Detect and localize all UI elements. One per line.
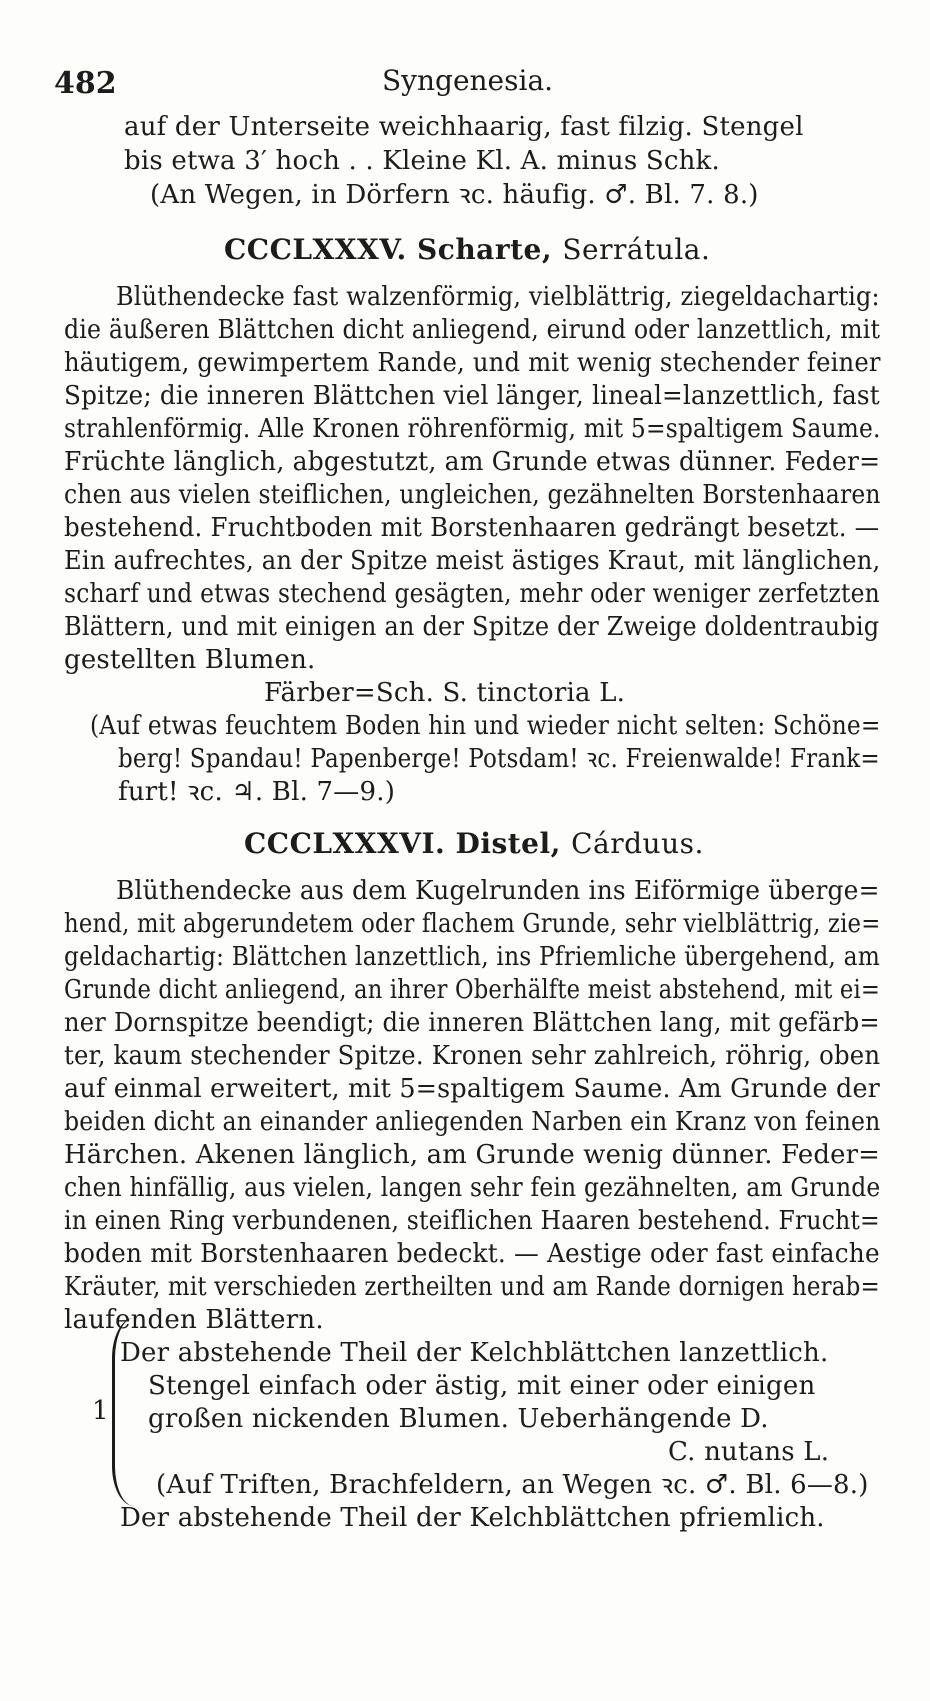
text-line: Härchen. Akenen länglich, am Grunde wenig dünner. Feder= bbox=[64, 1140, 881, 1170]
text-line: die äußeren Blättchen dicht anliegend, eirund oder lanzettlich, mit bbox=[64, 315, 881, 345]
text-line: scharf und etwas stechend gesägten, mehr oder weniger zerfetzten bbox=[64, 579, 880, 609]
text-line: in einen Ring verbundenen, steiflichen Haaren bestehend. Frucht= bbox=[64, 1206, 880, 1236]
text-line: auf einmal erweitert, mit 5=spaltigem Saume. Am Grunde der bbox=[64, 1074, 881, 1104]
text-line: Grunde dicht anliegend, an ihrer Oberhälfte meist abstehend, mit ei= bbox=[64, 975, 881, 1005]
text-line: beiden dicht an einander anliegenden Narben ein Kranz von feinen bbox=[64, 1107, 881, 1137]
text-line: gestellten Blumen. bbox=[64, 645, 316, 675]
genus-heading bbox=[244, 826, 704, 862]
genus-heading-latin: Serrátula. bbox=[562, 233, 711, 266]
species-name: C. nutans L. bbox=[668, 1437, 830, 1467]
text-line: chen aus vielen steiflichen, ungleichen, gezähnelten Borstenhaaren bbox=[64, 480, 881, 510]
text-line: hend, mit abgerundetem oder flachem Grunde, sehr vielblättrig, zie= bbox=[64, 909, 881, 939]
text-line: bestehend. Fruchtboden mit Borstenhaaren gedrängt besetzt. — bbox=[64, 513, 880, 543]
text-line: chen hinfällig, aus vielen, langen sehr fein gezähnelten, am Grunde bbox=[64, 1173, 881, 1203]
text-line: strahlenförmig. Alle Kronen röhrenförmig, mit 5=spaltigem Saume. bbox=[64, 414, 881, 444]
text-line: Blüthendecke fast walzenförmig, vielblättrig, ziegeldachartig: bbox=[116, 282, 880, 312]
text-line: Blättern, und mit einigen an der Spitze der Zweige doldentraubig bbox=[64, 612, 880, 642]
text-line: Ein aufrechtes, an der Spitze meist ästiges Kraut, mit länglichen, bbox=[64, 546, 881, 576]
text-line: (Auf etwas feuchtem Boden hin und wieder nicht selten: Schöne= bbox=[90, 711, 881, 741]
text-line: auf der Unterseite weichhaarig, fast filzig. Stengel bbox=[124, 112, 804, 142]
genus-heading-german: CCCLXXXVI. Distel, bbox=[244, 827, 561, 860]
text-line: ner Dornspitze beendigt; die inneren Blättchen lang, mit gefärb= bbox=[64, 1008, 880, 1038]
key-line: (Auf Triften, Brachfeldern, an Wegen ꝛc. ♂. Bl. 6—8.) bbox=[156, 1470, 869, 1500]
text-line: furt! ꝛc. ♃. Bl. 7—9.) bbox=[118, 777, 396, 807]
running-title: Syngenesia. bbox=[382, 64, 554, 97]
key-line: Der abstehende Theil der Kelchblättchen pfriemlich. bbox=[120, 1503, 825, 1533]
text-line: Blüthendecke aus dem Kugelrunden ins Eiförmige überge= bbox=[116, 876, 880, 906]
text-line: boden mit Borstenhaaren bedeckt. — Aestige oder fast einfache bbox=[64, 1239, 880, 1269]
text-line: ter, kaum stechender Spitze. Kronen sehr zahlreich, röhrig, oben bbox=[64, 1041, 881, 1071]
text-line: häutigem, gewimpertem Rande, und mit wenig stechender feiner bbox=[64, 348, 881, 378]
key-line: Der abstehende Theil der Kelchblättchen lanzettlich. bbox=[120, 1338, 829, 1368]
key-line: großen nickenden Blumen. Ueberhängende D. bbox=[148, 1404, 769, 1434]
species-name: Färber=Sch. S. tinctoria L. bbox=[264, 678, 626, 708]
text-line: geldachartig: Blättchen lanzettlich, ins Pfriemliche übergehend, am bbox=[64, 942, 881, 972]
text-line: bis etwa 3′ hoch . . Kleine Kl. A. minus Schk. bbox=[124, 146, 720, 176]
genus-heading bbox=[224, 232, 710, 268]
key-line: Stengel einfach oder ästig, mit einer oder einigen bbox=[148, 1371, 816, 1401]
page-number: 482 bbox=[54, 66, 117, 101]
text-line: (An Wegen, in Dörfern ꝛc. häufig. ♂. Bl. 7. 8.) bbox=[150, 180, 759, 210]
text-line: Früchte länglich, abgestutzt, am Grunde etwas dünner. Feder= bbox=[64, 447, 881, 477]
genus-heading-latin: Cárduus. bbox=[571, 827, 704, 860]
text-line: laufenden Blättern. bbox=[64, 1305, 324, 1335]
text-line: Kräuter, mit verschieden zertheilten und am Rande dornigen herab= bbox=[64, 1272, 880, 1302]
genus-heading-german: CCCLXXXV. Scharte, bbox=[224, 233, 553, 266]
key-number: 1 bbox=[92, 1396, 109, 1426]
text-line: Spitze; die inneren Blättchen viel länger, lineal=lanzettlich, fast bbox=[64, 381, 880, 411]
text-line: berg! Spandau! Papenberge! Potsdam! ꝛc. Freienwalde! Frank= bbox=[118, 744, 880, 774]
